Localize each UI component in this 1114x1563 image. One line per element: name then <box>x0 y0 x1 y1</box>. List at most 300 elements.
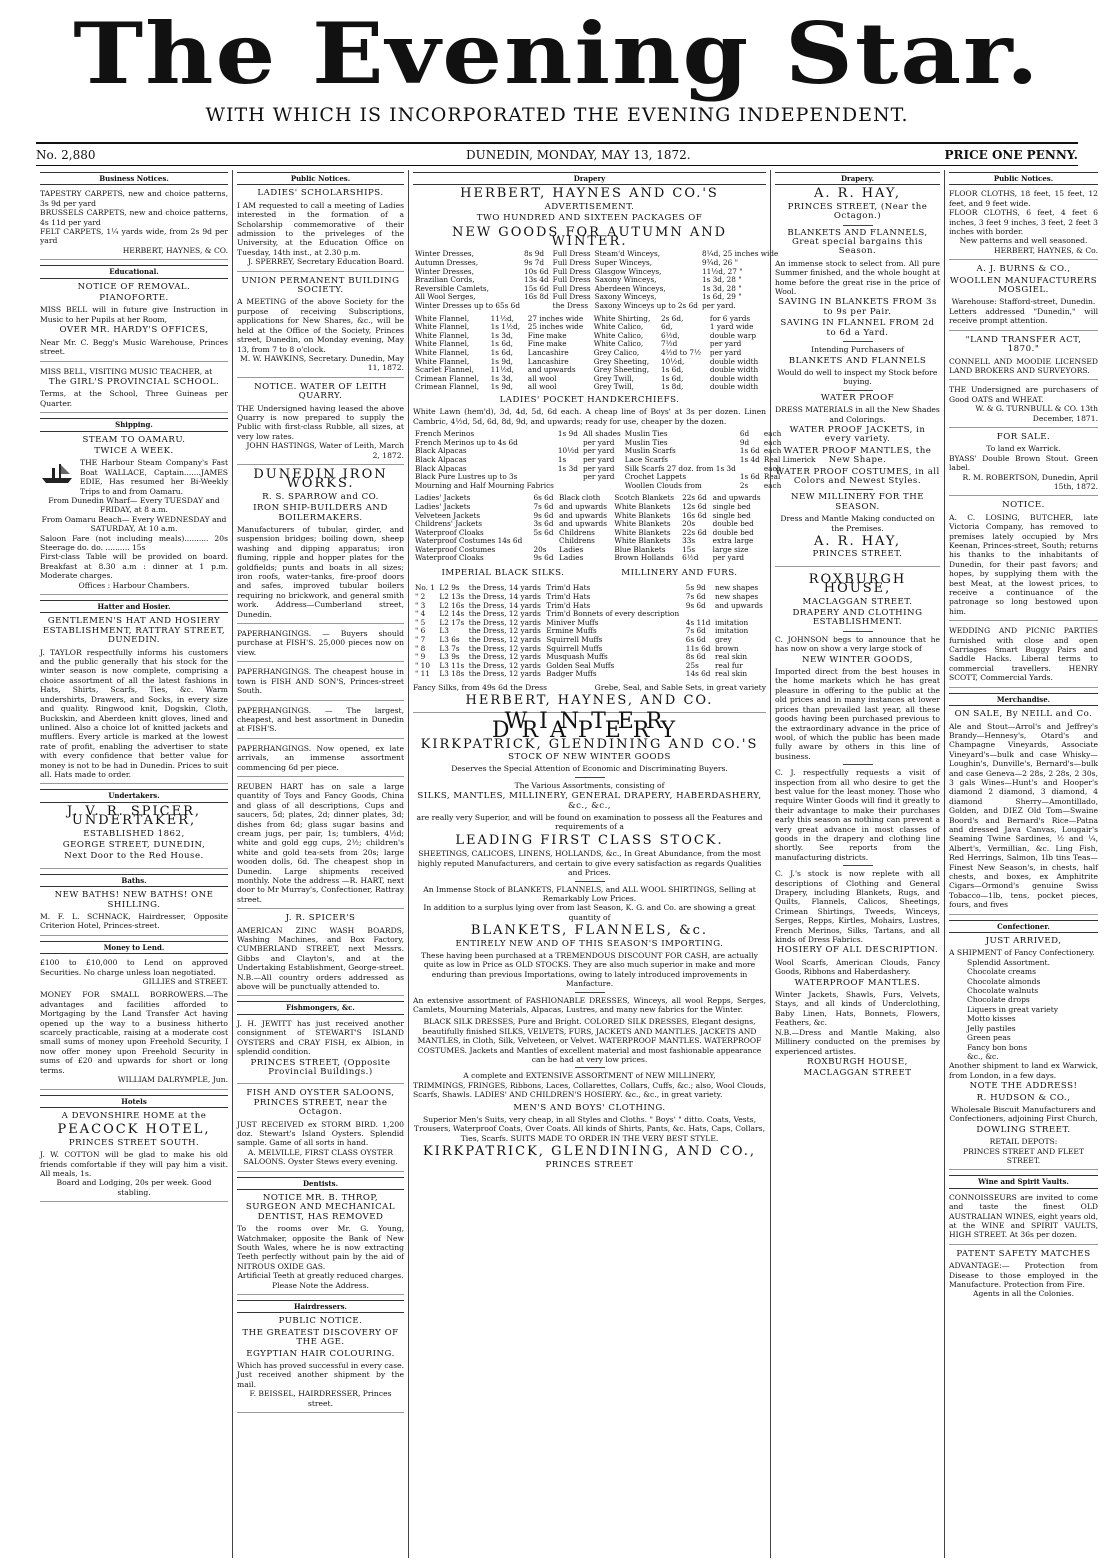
divider <box>575 777 605 778</box>
ad-subheading: THE GREATEST DISCOVERY OF THE AGE. <box>242 1327 399 1348</box>
ad-heading: PATENT SAFETY MATCHES <box>956 1248 1091 1259</box>
ad-text: Warehouse: Stafford-street, Dunedin. <box>951 297 1096 307</box>
table-cell: Reversible Camlets, <box>415 283 489 293</box>
table-cell: and upwards <box>712 493 761 503</box>
table-cell: Trim'd Bonnets of every description <box>546 609 680 619</box>
ad-union <box>237 277 404 378</box>
table-row <box>413 670 766 679</box>
ad-subheading: DOWLING STREET. <box>976 1124 1071 1135</box>
table-cell: Muslin Scarfs <box>624 446 676 456</box>
table-cell: 6s 6d <box>533 493 554 503</box>
ad-subheading: PRINCES STREET SOUTH. <box>68 1137 200 1148</box>
ad-text: FLOOR CLOTHS, 18 feet, 15 feet, 12 feet, and 9 feet wide. <box>949 189 1098 208</box>
table-cell: 13s 4d <box>524 275 549 285</box>
table-cell: White Calico, <box>593 322 644 332</box>
table-cell: the Dress, 12 yards <box>468 635 541 645</box>
ad-carpets <box>40 189 228 260</box>
table-cell: Childrens' Jackets <box>415 519 482 529</box>
ad-signature: J. SPERREY, Secretary Education Board. <box>248 257 404 267</box>
ad-text: Another shipment to land ex Warwick, from London, in a few days. <box>949 1061 1098 1080</box>
ad-heading: LADIES' SCHOLARSHIPS. <box>257 188 384 199</box>
ad-subheading: LADIES' POCKET HANDKERCHIEFS. <box>499 394 680 405</box>
section-header: Fishmongers, &c. <box>237 1001 404 1014</box>
table-cell: Full Dress <box>552 258 591 268</box>
ad-text: Deserves the Special Attention of Economic and Discriminating Buyers. <box>451 764 728 774</box>
table-cell: Real <box>763 472 781 482</box>
column-5 <box>944 170 1102 1558</box>
table-cell: 11½d, <box>490 313 515 323</box>
ad-oamaru <box>40 436 228 596</box>
confectionery-list <box>949 958 1098 1061</box>
table-cell: 6s 6d <box>685 635 706 645</box>
ad-spicer <box>40 803 228 869</box>
ad-text: An extensive assortment of FASHIONABLE DRESSES, Winceys, all wool Repps, Serges, Camlets, Mourning Materials, Alpacas, Lustres, and many new fabrics for the Winter. <box>413 995 766 1014</box>
table-cell: new shapes <box>715 592 759 602</box>
ad-text: THE Undersigned are purchasers of Good OATS and WHEAT. <box>949 385 1098 404</box>
ad-subheading: ENTIRELY NEW AND OF THIS SEASON'S IMPORTING. <box>455 938 724 949</box>
table-cell: 1s 3d, <box>490 373 513 383</box>
ad-text: BLACK SILK DRESSES, Pure and Bright. COLORED SILK DRESSES, Elegant designs, beautifully finished SILKS, VELVETS, FURS, JACKETS AND MANTLES. JACKETS AND MANTLES, in Cloth, Silk, Velveteen, or Velvet. WATERPROOF MANTLES. WATERPROOF COSTUMES. Jackets and Mantles of excellent material and most fashionable appearance can be had at very low prices. <box>417 1017 762 1064</box>
table-cell: the Dress, 14 yards <box>468 592 541 602</box>
table-cell: and upwards <box>527 365 576 375</box>
table-cell: 3s 6d <box>533 519 554 529</box>
table-cell: brown <box>715 643 739 653</box>
table-cell: Trim'd Hats <box>546 592 591 602</box>
table-cell: Saxony Winceys, <box>594 292 657 302</box>
table-cell: Squirrell Muffs <box>546 635 603 645</box>
ad-heading: A. J. BURNS & CO., <box>976 264 1071 275</box>
ad-heading: NOTICE MR. B. THROP, SURGEON AND MECHANICAL DENTIST, HAS REMOVED <box>245 1192 396 1222</box>
ad-text: To land ex Warrick. <box>986 444 1061 454</box>
table-cell: real skin <box>715 669 748 679</box>
ad-wine: CONNOISSEURS are invited to come and taste the finest OLD AUSTRALIAN WINES, eight years old, at the WINE and SPIRIT VAULTS, HIGH STREET. At 36s per dozen. <box>949 1193 1098 1245</box>
ad-text: Board and Lodging, 20s per week. Good stabling. <box>56 1178 212 1197</box>
table-cell: 9s 6d <box>533 553 554 563</box>
table-cell: the Dress, 12 yards <box>468 609 541 619</box>
section-header: Merchandise. <box>949 693 1098 706</box>
ad-subheading: PRINCES STREET <box>545 1159 634 1170</box>
table-cell: single bed <box>712 501 751 511</box>
table-cell: 1s 6d, <box>660 365 684 375</box>
table-cell: 1s 4d <box>739 454 760 464</box>
table-cell: 11½d, <box>490 365 515 375</box>
table-cell: White Flannel, <box>415 347 470 357</box>
ad-text: JUST RECEIVED ex STORM BIRD. 1,200 doz. Stewart's Island Oysters. Splendid sample. Game of all sorts in hand. <box>237 1119 404 1148</box>
ad-heading: PEACOCK HOTEL, <box>57 1122 211 1138</box>
ad-text: A complete and EXTENSIVE ASSORTMENT of NEW MILLINERY, <box>463 1071 716 1081</box>
ad-text: N.B.—Dress and Mantle Making, also Millinery conducted on the premises by experienced artistes. <box>775 1027 940 1056</box>
ad-text: ADVANTAGE:— Protection from Disease to those employed in the Manufacture. Protection from Fire. <box>949 1261 1098 1290</box>
ad-wedding: WEDDING AND PICNIC PARTIES furnished with close and open Carriages Smart Buggy Pairs and Saddle Hacks. Liberal terms to commercial travellers. HENRY SCOTT, Commercial Yards. <box>949 626 1098 687</box>
table-cell: Scotch Blankets <box>614 493 675 503</box>
table-cell: 1s 3d, <box>490 330 513 340</box>
table-cell: 4s 11d <box>685 617 711 627</box>
ad-subheading: BLANKETS AND FLANNELS <box>788 355 927 366</box>
table-cell: 9s 7d <box>524 258 545 268</box>
table-cell: 4½d to 7½ <box>660 347 702 357</box>
table-cell: Ladies <box>559 544 584 554</box>
ad-jewitt <box>237 1019 404 1084</box>
ad-signature: ROXBURGH HOUSE, <box>807 1056 908 1067</box>
table-cell: 16s 6d <box>682 510 707 520</box>
table-cell: extra large <box>712 536 754 546</box>
table-cell: 7s 6d <box>685 626 706 636</box>
ad-heading: ON SALE, By NEILL and Co. <box>954 709 1093 720</box>
table-cell: the Dress, 12 yards <box>468 617 541 627</box>
table-cell: L2 9s <box>439 583 460 593</box>
table-cell: Velveteen Jackets <box>415 510 481 520</box>
table-cell: Muslin Ties <box>624 437 668 447</box>
table-cell: 5s 9d <box>685 583 706 593</box>
column-2 <box>232 170 408 1558</box>
ad-text: C. J.'s stock is now replete with all descriptions of Clothing and General Drapery, including Blankets, Rugs, and Quilts, Flannels, Calicos, Sheetings, Crimean Shirtings, Tweeds, Winceys, Serges, Repps, Kirtles, Mohairs, Lustres, French Merinos, Silks, Tartans, and all kinds of Dress Fabrics. <box>775 869 940 945</box>
table-cell: 25 inches wide <box>527 322 584 332</box>
table-cell: White Flannel, <box>415 313 470 323</box>
list-item: Chocolate drops <box>967 995 1030 1005</box>
table-cell: the Dress, 12 yards <box>468 626 541 636</box>
list-item: Chocolate walnuts <box>967 986 1039 996</box>
table-cell: 9s 6d <box>685 600 706 610</box>
ad-signature: KIRKPATRICK, GLENDINING, AND CO., <box>422 1144 757 1160</box>
table-cell: Full Dress <box>552 266 591 276</box>
table-cell: Grey Sheeting, <box>593 356 650 366</box>
ad-iron-works <box>237 466 404 624</box>
steamship-icon <box>40 460 74 486</box>
issue-price: PRICE ONE PENNY. <box>944 148 1078 162</box>
table-cell: Miniver Muffs <box>546 617 599 627</box>
table-cell: Black Alpacas <box>415 454 467 464</box>
table-cell: double width <box>709 373 759 383</box>
ad-signature: A. R. HAY, <box>814 534 901 549</box>
table-cell: Full Dress <box>552 283 591 293</box>
ad-text: M. F. L. SCHNACK, Hairdresser, Opposite Criterion Hotel, Princes-street. <box>40 912 228 931</box>
ad-text: RETAIL DEPOTS: <box>989 1137 1058 1147</box>
divider <box>575 992 605 993</box>
silks-table <box>413 584 766 679</box>
table-cell: each <box>763 437 782 447</box>
table-cell: for 6 yards <box>709 313 751 323</box>
ad-text: AMERICAN ZINC WASH BOARDS, Washing Machines, and Box Factory, CUMBERLAND STREET, next Messrs. Gibbs and Clayton's, and at the Undertaking Establishment, George-street. N.B.—All country orders addressed as above will be punctually attended to. <box>237 925 404 992</box>
ad-heading: LEADING FIRST CLASS STOCK. <box>455 832 724 848</box>
ad-heading: A. R. HAY, <box>814 186 901 202</box>
table-cell: 7s 6d <box>685 592 706 602</box>
table-cell: 12s 6d <box>682 501 707 511</box>
table-cell: 15s <box>682 544 696 554</box>
ad-text: CONNELL AND MOODIE LICENSED LAND BROKERS AND SURVEYORS. <box>949 356 1098 375</box>
table-cell: L2 16s <box>439 600 465 610</box>
section-header: Hairdressers. <box>237 1300 404 1313</box>
section-header: Confectioner. <box>949 920 1098 933</box>
ad-text: In addition to a surplus lying over from last Season, K. G. and Co. are showing a great quantity of <box>423 903 756 922</box>
table-cell: the Dress, 12 yards <box>468 660 541 670</box>
ad-text: Ale and Stout—Arrol's and Jeffrey's Brandy—Hennesy's, Otard's and Champagne Vineyards, Associate Vineyard's—bulk and case Whisky—Loughin's, Dunville's, Bernard's—bulk and case Geneva—2 28s, 2 28s, 2 30s, 3 gals Wines—Hunt's and Hooper's diamond 2 diamond, 3 diamond, 4 diamond Sherry—Amontillado, Golden, and DIEZ Old Tom—Swaine Boord's and Bernard's Rice—Patna and dressed Java Canvas, Lougair's Seaming Twine Sardines, ½ and ¼, Albert's, Vermillian, &c. Ling Fish, Red Herrings, Salmon, 1lb tins Teas—Finest New Season's, in chests, half chests, and boxes, ex Amphitrite Cigars—Ormond's genuine Swiss Tobacco—1lb, tens, pocket pieces, fours, and fives <box>949 721 1098 910</box>
table-cell: White Flannel, <box>415 322 470 332</box>
ad-text: The Various Assortments, consisting of <box>514 780 665 790</box>
table-cell: double bed <box>712 519 754 529</box>
ad-subheading: TWICE A WEEK. <box>94 445 174 456</box>
table-cell: " 11 <box>415 669 430 679</box>
table-cell: 1s <box>557 454 567 464</box>
table-cell: 20s <box>682 519 696 529</box>
table-cell: 10½d <box>557 446 579 456</box>
ad-signature: GILLIES and STREET. <box>142 977 228 987</box>
table-cell: 1s 9d <box>557 429 578 439</box>
list-item: Fancy bon bons <box>967 1042 1028 1052</box>
table-cell: the Dress, 12 yards <box>468 643 541 653</box>
ad-subheading: OVER MR. HARDY'S OFFICES, <box>59 325 209 336</box>
table-cell: imitation <box>715 617 749 627</box>
table-cell: the Dress <box>552 301 589 310</box>
ad-text: PRINCES STREET AND FLEET STREET. <box>962 1146 1085 1165</box>
list-item: Jelly pastiles <box>967 1023 1016 1033</box>
table-cell: 9¾d, 26 " <box>701 258 738 268</box>
table-cell: Steam'd Winceys, <box>594 249 661 259</box>
table-cell: real skin <box>715 652 748 662</box>
table-cell: L2 17s <box>439 617 465 627</box>
ad-signature: MACLAGGAN STREET <box>803 1068 912 1079</box>
table-cell: Lancashire <box>527 347 569 357</box>
ad-hotel <box>40 1112 228 1202</box>
ad-text: THE Harbour Steam Company's Fast Boat WALLACE, Captain.......JAMES EDIE, Has resumed her Bi-Weekly Trips to and from Oamaru. <box>80 458 228 496</box>
table-cell: Trim'd Hats <box>546 600 591 610</box>
table-cell: 5s 6d <box>533 527 554 537</box>
ad-confectioner <box>949 937 1098 1170</box>
table-cell: Brazilian Cords, <box>415 275 475 285</box>
ad-paperhangings-4: PAPERHANGINGS. Now opened, ex late arrivals, an immense assortment commencing 6d per piece. <box>237 744 404 777</box>
masthead-subtitle: WITH WHICH IS INCORPORATED THE EVENING INDEPENDENT. <box>205 104 909 126</box>
table-cell: White Calico, <box>593 339 644 349</box>
ad-text: Superior Men's Suits, very cheap, in all Styles and Cloths. " Boys' " ditto. Coats, Vests, Trousers, Waterproof Coats, Over Coats. All kinds of Shirts, Pants, &c. Hats, Caps, Collars, Ties, Scarfs. SUITS MADE TO ORDER IN THE VERY BEST STYLE. <box>414 1115 765 1143</box>
table-cell: All shades <box>582 429 621 439</box>
ad-heading: J. V. R. SPICER, UNDERTAKER, <box>66 803 202 829</box>
ad-text: SHEETINGS, CALICOES, LINENS, HOLLANDS, &c., In Great Abundance, from the most highly reputed Manufacturers, and certain to give every satisfaction as regards Qualities and Prices. <box>417 849 762 878</box>
ad-subheading: SILKS, MANTLES, MILLINERY, GENERAL DRAPERY, HABERDASHERY, &c., &c., <box>417 791 762 811</box>
ad-text: Winter Jackets, Shawls, Furs, Velvets, Stays, and all kinds of Underclothing, Baby Linen, Hats, Bonnets, Flowers, Feathers, &c. <box>775 990 940 1028</box>
ad-signature: HERBERT, HAYNES, AND CO. <box>413 696 766 712</box>
table-cell: all wool <box>527 373 557 383</box>
divider <box>843 865 873 866</box>
table-cell: Crimean Flannel, <box>415 382 480 392</box>
table-cell: " 8 <box>415 643 426 653</box>
table-cell: and upwards <box>559 519 607 529</box>
ad-heading: UNION PERMANENT BUILDING SOCIETY. <box>241 275 400 296</box>
ad-text: Manufacturers of tubular, girder, and suspension bridges; boiling down, sheep washing and dipping apparatus; iron fluming, ripple and hopper plates for the goldfields; punts and boats in all sizes; iron roofs, water-tanks, fire-proof doors and safes, improved tubular boilers requiring no brickwork, and general smith work. Address—Cumberland street, Dunedin. <box>237 525 404 619</box>
ad-text: A MEETING of the above Society for the purpose of receiving Subscriptions, applications for New Shares, &c., will be held at the Office of the Society, Princes street, Dunedin, on Monday evening, May 13, from 7 to 8 o'clock. <box>237 297 404 354</box>
ad-text: An Immense Stock of BLANKETS, FLANNELS, and ALL WOOL SHIRTINGS, Selling at Remarkably Low Prices. <box>423 884 756 903</box>
table-cell: Full Dress <box>552 249 591 259</box>
ad-subheading: NEW WINTER GOODS, <box>802 654 913 665</box>
ad-spicers-wash <box>237 914 404 996</box>
table-cell: Saxony Winceys, <box>594 275 657 285</box>
table-cell: Glasgow Winceys, <box>594 266 662 276</box>
ad-text: Would do well to inspect my Stock before buying. <box>777 367 938 387</box>
table-cell <box>581 482 623 491</box>
masthead-title: The Evening Star. <box>73 4 1041 104</box>
ad-subheading: MEN'S AND BOYS' CLOTHING. <box>513 1102 666 1113</box>
table-cell: 1s 6d <box>739 446 760 456</box>
table-cell: per yard <box>582 437 615 447</box>
ad-subheading: WATER PROOF MANTLES, the New Shape. <box>783 445 932 466</box>
table-cell: 7s 6d <box>533 501 554 511</box>
ad-subheading: IRON SHIP-BUILDERS AND BOILERMAKERS. <box>253 503 388 523</box>
ad-text: GEORGE STREET, DUNEDIN, <box>62 839 206 850</box>
section-header: Business Notices. <box>40 172 228 185</box>
table-cell: White Flannel, <box>415 330 470 340</box>
divider <box>843 489 873 490</box>
section-header: Drapery <box>413 172 766 185</box>
ad-text: ESTABLISHED 1862, <box>83 828 185 839</box>
ad-heading: NOTICE. <box>1002 500 1045 511</box>
ad-subheading: PRINCES STREET. <box>775 550 940 566</box>
table-cell: Waterproof Costumes 14s 6d <box>415 536 523 546</box>
ad-subheading: WATERPROOF MANTLES. <box>794 977 921 988</box>
table-cell: " 6 <box>415 626 426 636</box>
issue-bar <box>36 142 1078 166</box>
table-cell: White Blankets <box>614 501 671 511</box>
ad-heading: MISS BELL, VISITING MUSIC TEACHER, at <box>40 366 213 376</box>
table-cell: each <box>763 429 782 439</box>
ad-subheading: BLANKETS AND FLANNELS, Great special bargains this Season. <box>787 227 928 257</box>
table-cell: Fine make <box>527 339 567 349</box>
table-cell: L2 14s <box>439 609 465 619</box>
ad-heading: J. R. SPICER'S <box>285 913 356 924</box>
ad-subheading: WOOLLEN MANUFACTURERS MOSGIEL. <box>949 275 1098 296</box>
table-cell: each <box>763 446 782 456</box>
ad-subheading: MILLINERY AND FURS. <box>621 568 738 579</box>
ad-subheading: HOSIERY OF ALL DESCRIPTION. <box>776 945 939 956</box>
table-cell: French Merinos up to 4s 6d <box>415 437 518 447</box>
table-cell: Grey Sheeting, <box>593 365 650 375</box>
table-cell: Trim'd Hats <box>546 583 591 593</box>
table-cell: Blue Blankets <box>614 544 666 554</box>
table-cell: All Wool Serges, <box>415 292 476 302</box>
ad-text: FELT CARPETS, 1¼ yards wide, from 2s 9d per yard <box>40 227 228 246</box>
table-cell: " 3 <box>415 600 426 610</box>
ad-text: J. W. COTTON will be glad to make his old friends comfortable if they will pay him a visit. All meals, 1s. <box>40 1150 228 1178</box>
table-cell: " 2 <box>415 592 426 602</box>
table-cell <box>556 473 581 482</box>
ad-heading: NEW BATHS! NEW BATHS! ONE SHILLING. <box>54 890 214 910</box>
table-cell: Ladies' Jackets <box>415 493 471 503</box>
ad-text: are really very Superior, and will be found on examination to possess all the Features and requirements of a <box>416 813 763 832</box>
ad-text: FLOOR CLOTHS, 6 feet, 4 feet 6 inches, 3 feet 9 inches, 3 feet, 2 feet 3 inches with border. <box>949 208 1098 237</box>
ad-burns <box>949 265 1098 330</box>
table-cell: Grey Twill, <box>593 382 634 392</box>
table-cell: Ladies <box>559 553 584 563</box>
section-header: Public Notices. <box>237 172 404 185</box>
ad-heading: ROXBURGH HOUSE, <box>808 571 907 597</box>
table-cell: Woollen Clouds from <box>624 480 702 490</box>
ad-subheading: R. S. SPARROW and CO. <box>262 491 379 502</box>
ad-signature: WILLIAM DALRYMPLE, Jun. <box>117 1075 228 1085</box>
list-item: Chocolate creams <box>967 967 1037 977</box>
ad-signature: F. BEISSEL, HAIRDRESSER, Princes street. <box>249 1389 392 1408</box>
table-row <box>413 302 780 311</box>
table-cell: 11½d, 27 " <box>701 266 743 276</box>
table-cell: the Dress, 14 yards <box>468 583 541 593</box>
ad-text: MONEY FOR SMALL BORROWERS.—The advantages and facilities afforded to Mortgaging by the Land Transfer Act having opened up the way to a business hitherto scarcely practicable, raising at a moderate cost small sums of money upon Freehold Security, I now offer money upon Freehold Security in sums of £20 and upwards for short or long terms. <box>40 990 228 1075</box>
table-cell: new shapes <box>715 583 759 593</box>
table-cell: Waterproof Cloaks <box>415 527 484 537</box>
table-cell: White Blankets <box>614 536 671 546</box>
ad-text: Imported direct from the best houses in the home markets which he has great pleasure in offering to the public at the old prices and in many instances at lower prices than prevailed last year, all these goods having been purchased previous to the extraordinary advance in the price of wool, of which the public has been made fully aware by others in this line of business. <box>775 667 940 761</box>
ad-text: Fancy Silks, from 49s 6d the Dress <box>413 683 548 692</box>
table-cell: 22s 6d <box>682 527 707 537</box>
table-cell: 16s 8d <box>524 292 549 302</box>
ad-subheading: ADVERTISEMENT. <box>544 201 635 212</box>
table-cell: double width <box>709 365 759 375</box>
ad-text: A. C. LOSING, BUTCHER, late Victoria Company, has removed to premises lately occupied by Mrs Keenan, Princes-street, South; returns his thanks to the inhabitants of Dunedin, for their past favors; and hopes, by supplying them with the best Meat, at the lowest prices, to receive a continuance of the patronage so long bestowed upon him. <box>949 512 1098 616</box>
ad-floor-cloths <box>949 189 1098 260</box>
table-cell: White Blankets <box>614 510 671 520</box>
ad-paperhangings-3: PAPERHANGINGS. — The largest, cheapest, and best assortment in Dunedin at FISH'S. <box>237 706 404 739</box>
ad-oyster <box>237 1089 404 1171</box>
table-cell: Aberdeen Winceys, <box>594 283 666 293</box>
table-cell: single bed <box>712 510 751 520</box>
table-cell: Badger Muffs <box>546 669 597 679</box>
table-cell: per yard <box>709 339 742 349</box>
table-cell: 9s 6d <box>533 510 554 520</box>
ad-signature: R. M. ROBERTSON, Dunedin, April 15th, 1872. <box>962 472 1098 491</box>
table-cell: 6d, <box>660 322 673 332</box>
table-cell: and upwards <box>715 600 763 610</box>
table-cell: 1s 3d <box>557 463 578 473</box>
table-cell: double bed <box>712 527 754 537</box>
ad-heading: PUBLIC NOTICE. <box>278 1316 363 1327</box>
ad-subheading: NEW MILLINERY FOR THE SEASON. <box>791 492 924 512</box>
ad-text: J. H. JEWITT has just received another consignment of STEWART'S ISLAND OYSTERS and CRAY FISH, ex Albion, in splendid condition. <box>237 1018 404 1057</box>
ad-text: First-class Table will be provided on board. Breakfast at 8.30 a.m : dinner at 1 p.m. Moderate charges. <box>40 552 228 581</box>
list-item: Motto kisses <box>967 1014 1016 1024</box>
ad-subheading: WATER PROOF <box>820 392 895 403</box>
table-cell: Waterproof Cloaks <box>415 553 484 563</box>
table-cell: 1s 3d, 28 " <box>701 275 742 285</box>
table-cell: French Merinos <box>415 429 475 439</box>
dresses-table <box>413 250 780 310</box>
section-header: Dentists. <box>237 1177 404 1190</box>
column-1 <box>36 170 232 1558</box>
jackets-table <box>413 494 766 563</box>
table-cell: 27 inches wide <box>527 313 584 323</box>
table-row <box>413 456 817 465</box>
ad-signature: HERBERT, HAYNES, & CO. <box>122 245 228 255</box>
ad-paperhangings-2: PAPERHANGINGS. The cheapest house in town is FISH AND SON'S, Princes-street South. <box>237 667 404 700</box>
table-cell: Real Limerick <box>763 454 816 464</box>
dateline: DUNEDIN, MONDAY, MAY 13, 1872. <box>466 148 691 162</box>
ad-subheading: PRINCES STREET, (Opposite Provincial Buildings.) <box>250 1057 391 1077</box>
table-cell: Ladies' Jackets <box>415 501 471 511</box>
table-cell: 6½d <box>682 553 699 563</box>
table-cell: Mourning and Half Mourning Fabrics <box>415 480 554 490</box>
ad-text: Wholesale Biscuit Manufacturers and Confectioners, adjoining First Church, <box>949 1104 1098 1124</box>
ad-heading: FOR SALE. <box>996 431 1051 442</box>
table-cell: Childrens <box>559 527 595 537</box>
table-cell: " 5 <box>415 617 426 627</box>
section-header: Public Notices. <box>949 172 1098 185</box>
ad-heading: NEW GOODS FOR AUTUMN AND WINTER. <box>451 224 728 250</box>
silks-footer <box>413 683 766 692</box>
ad-bell <box>40 367 228 414</box>
ad-subheading: SAVING IN FLANNEL FROM 2d to 6d a Yard. <box>780 318 935 338</box>
table-cell: " 10 <box>415 660 430 670</box>
table-cell: 1s 3d, 28 " <box>701 283 742 293</box>
ad-text: Artificial Teeth at greatly reduced charges. Please Note the Address. <box>237 1271 404 1290</box>
list-item: Green peas <box>967 1033 1011 1043</box>
table-cell: Full Dress <box>552 292 591 302</box>
table-cell: L3 9s <box>439 652 460 662</box>
table-cell: grey <box>715 635 732 645</box>
table-cell: 22s 6d <box>682 493 707 503</box>
